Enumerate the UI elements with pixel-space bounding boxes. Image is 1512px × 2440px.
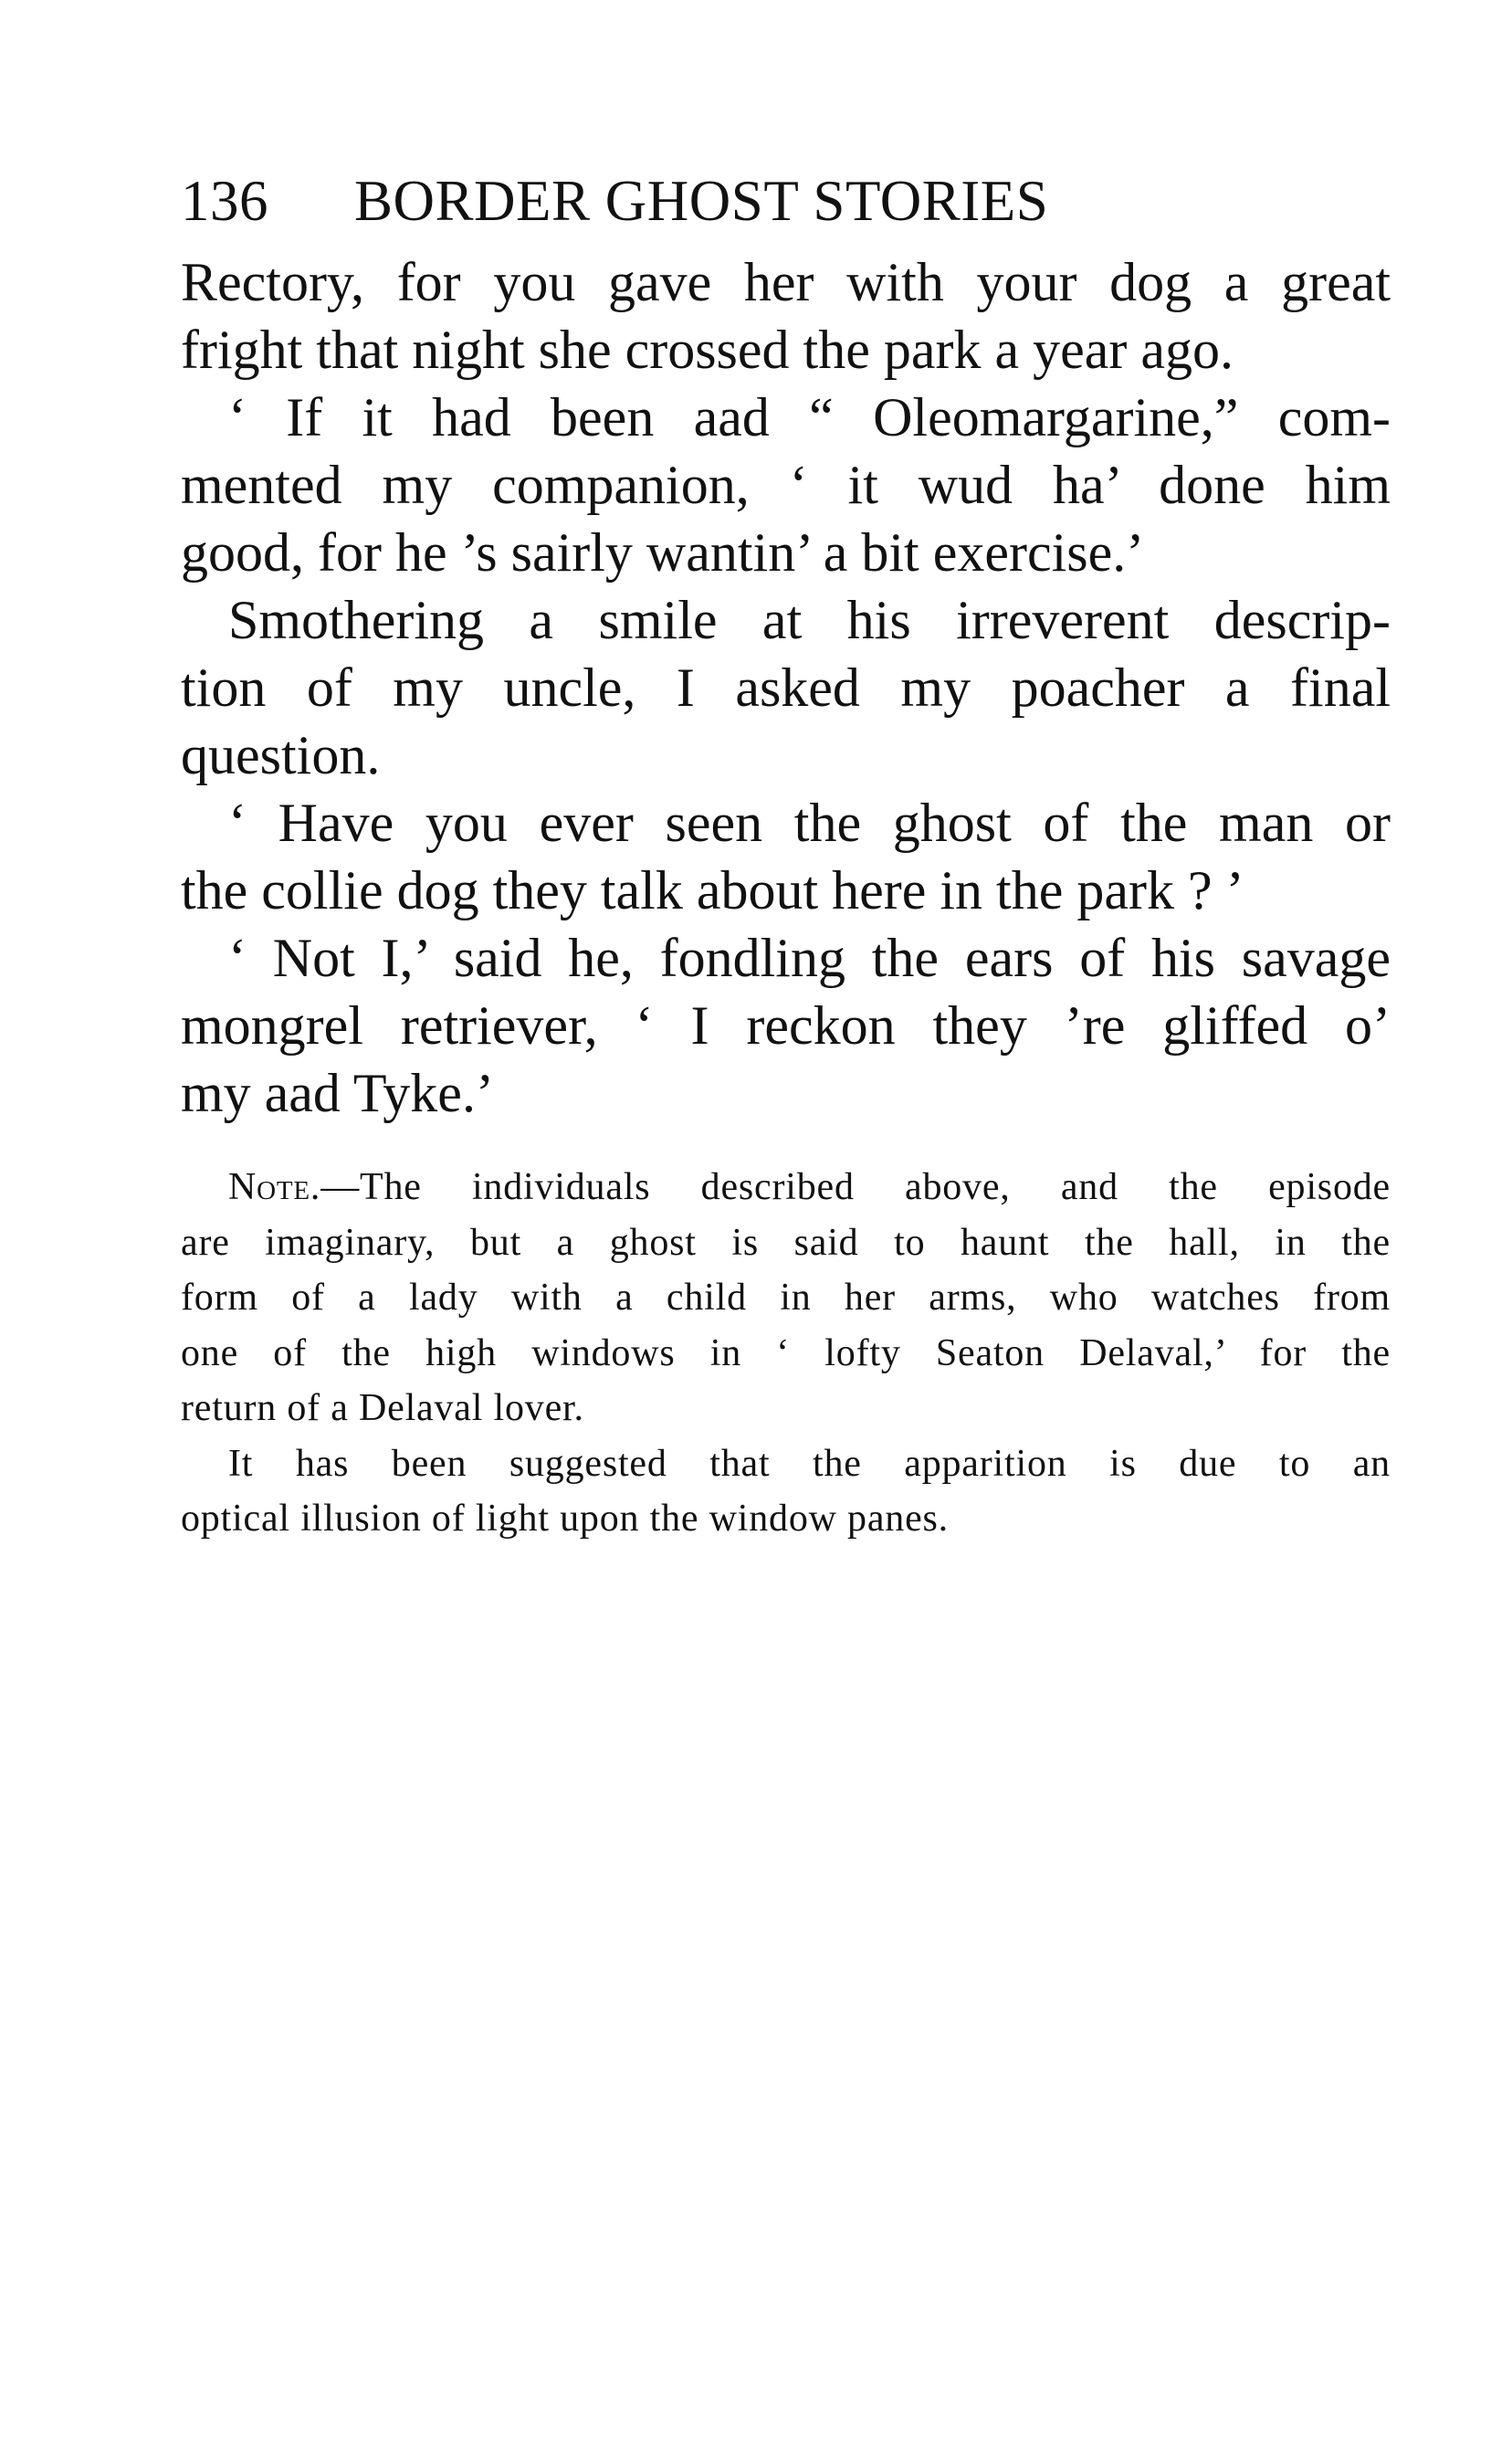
footnote xyxy=(181,1160,1391,1547)
running-head xyxy=(181,164,1391,237)
text-line: my aad Tyke.’ xyxy=(181,1063,494,1123)
text-line: mongrel retriever, ‘ I reckon they ’re gliffed o’ xyxy=(181,995,1391,1056)
footnote-line: It has been suggested that the apparition is due to an xyxy=(228,1442,1391,1485)
footnote-line: optical illusion of light upon the window panes. xyxy=(181,1498,949,1540)
text-line: question. xyxy=(181,725,381,785)
text-line: good, for he ’s sairly wantin’ a bit exercise.’ xyxy=(181,522,1145,583)
body-text xyxy=(181,248,1391,1127)
text-line: ‘ If it had been aad “ Oleomargarine,” com- xyxy=(228,387,1391,447)
book-page xyxy=(181,164,1391,1547)
text-line: mented my companion, ‘ it wud ha’ done him xyxy=(181,455,1391,515)
text-line: Smothering a smile at his irreverent descrip- xyxy=(228,590,1391,650)
text-line: tion of my uncle, I asked my poacher a final xyxy=(181,657,1391,718)
text-line: ‘ Have you ever seen the ghost of the man or xyxy=(228,793,1391,853)
footnote-line: are imaginary, but a ghost is said to haunt the hall, in the xyxy=(181,1221,1391,1264)
note-label: Note. xyxy=(228,1166,321,1208)
text-line: ‘ Not I,’ said he, fondling the ears of his savage xyxy=(228,928,1391,988)
footnote-line: return of a Delaval lover. xyxy=(181,1387,584,1429)
text-line: fright that night she crossed the park a year ago. xyxy=(181,320,1234,380)
running-title: BORDER GHOST STORIES xyxy=(354,169,1049,233)
text-line: the collie dog they talk about here in the park ? ’ xyxy=(181,860,1244,920)
footnote-line xyxy=(181,1160,1391,1215)
footnote-line: one of the high windows in ‘ lofty Seaton Delaval,’ for the xyxy=(181,1331,1391,1374)
footnote-line-text: —The individuals described above, and the episode xyxy=(320,1166,1391,1208)
footnote-line: form of a lady with a child in her arms, who watches from xyxy=(181,1277,1391,1319)
page-number: 136 xyxy=(181,169,268,233)
text-line: Rectory, for you gave her with your dog a great xyxy=(181,252,1391,312)
